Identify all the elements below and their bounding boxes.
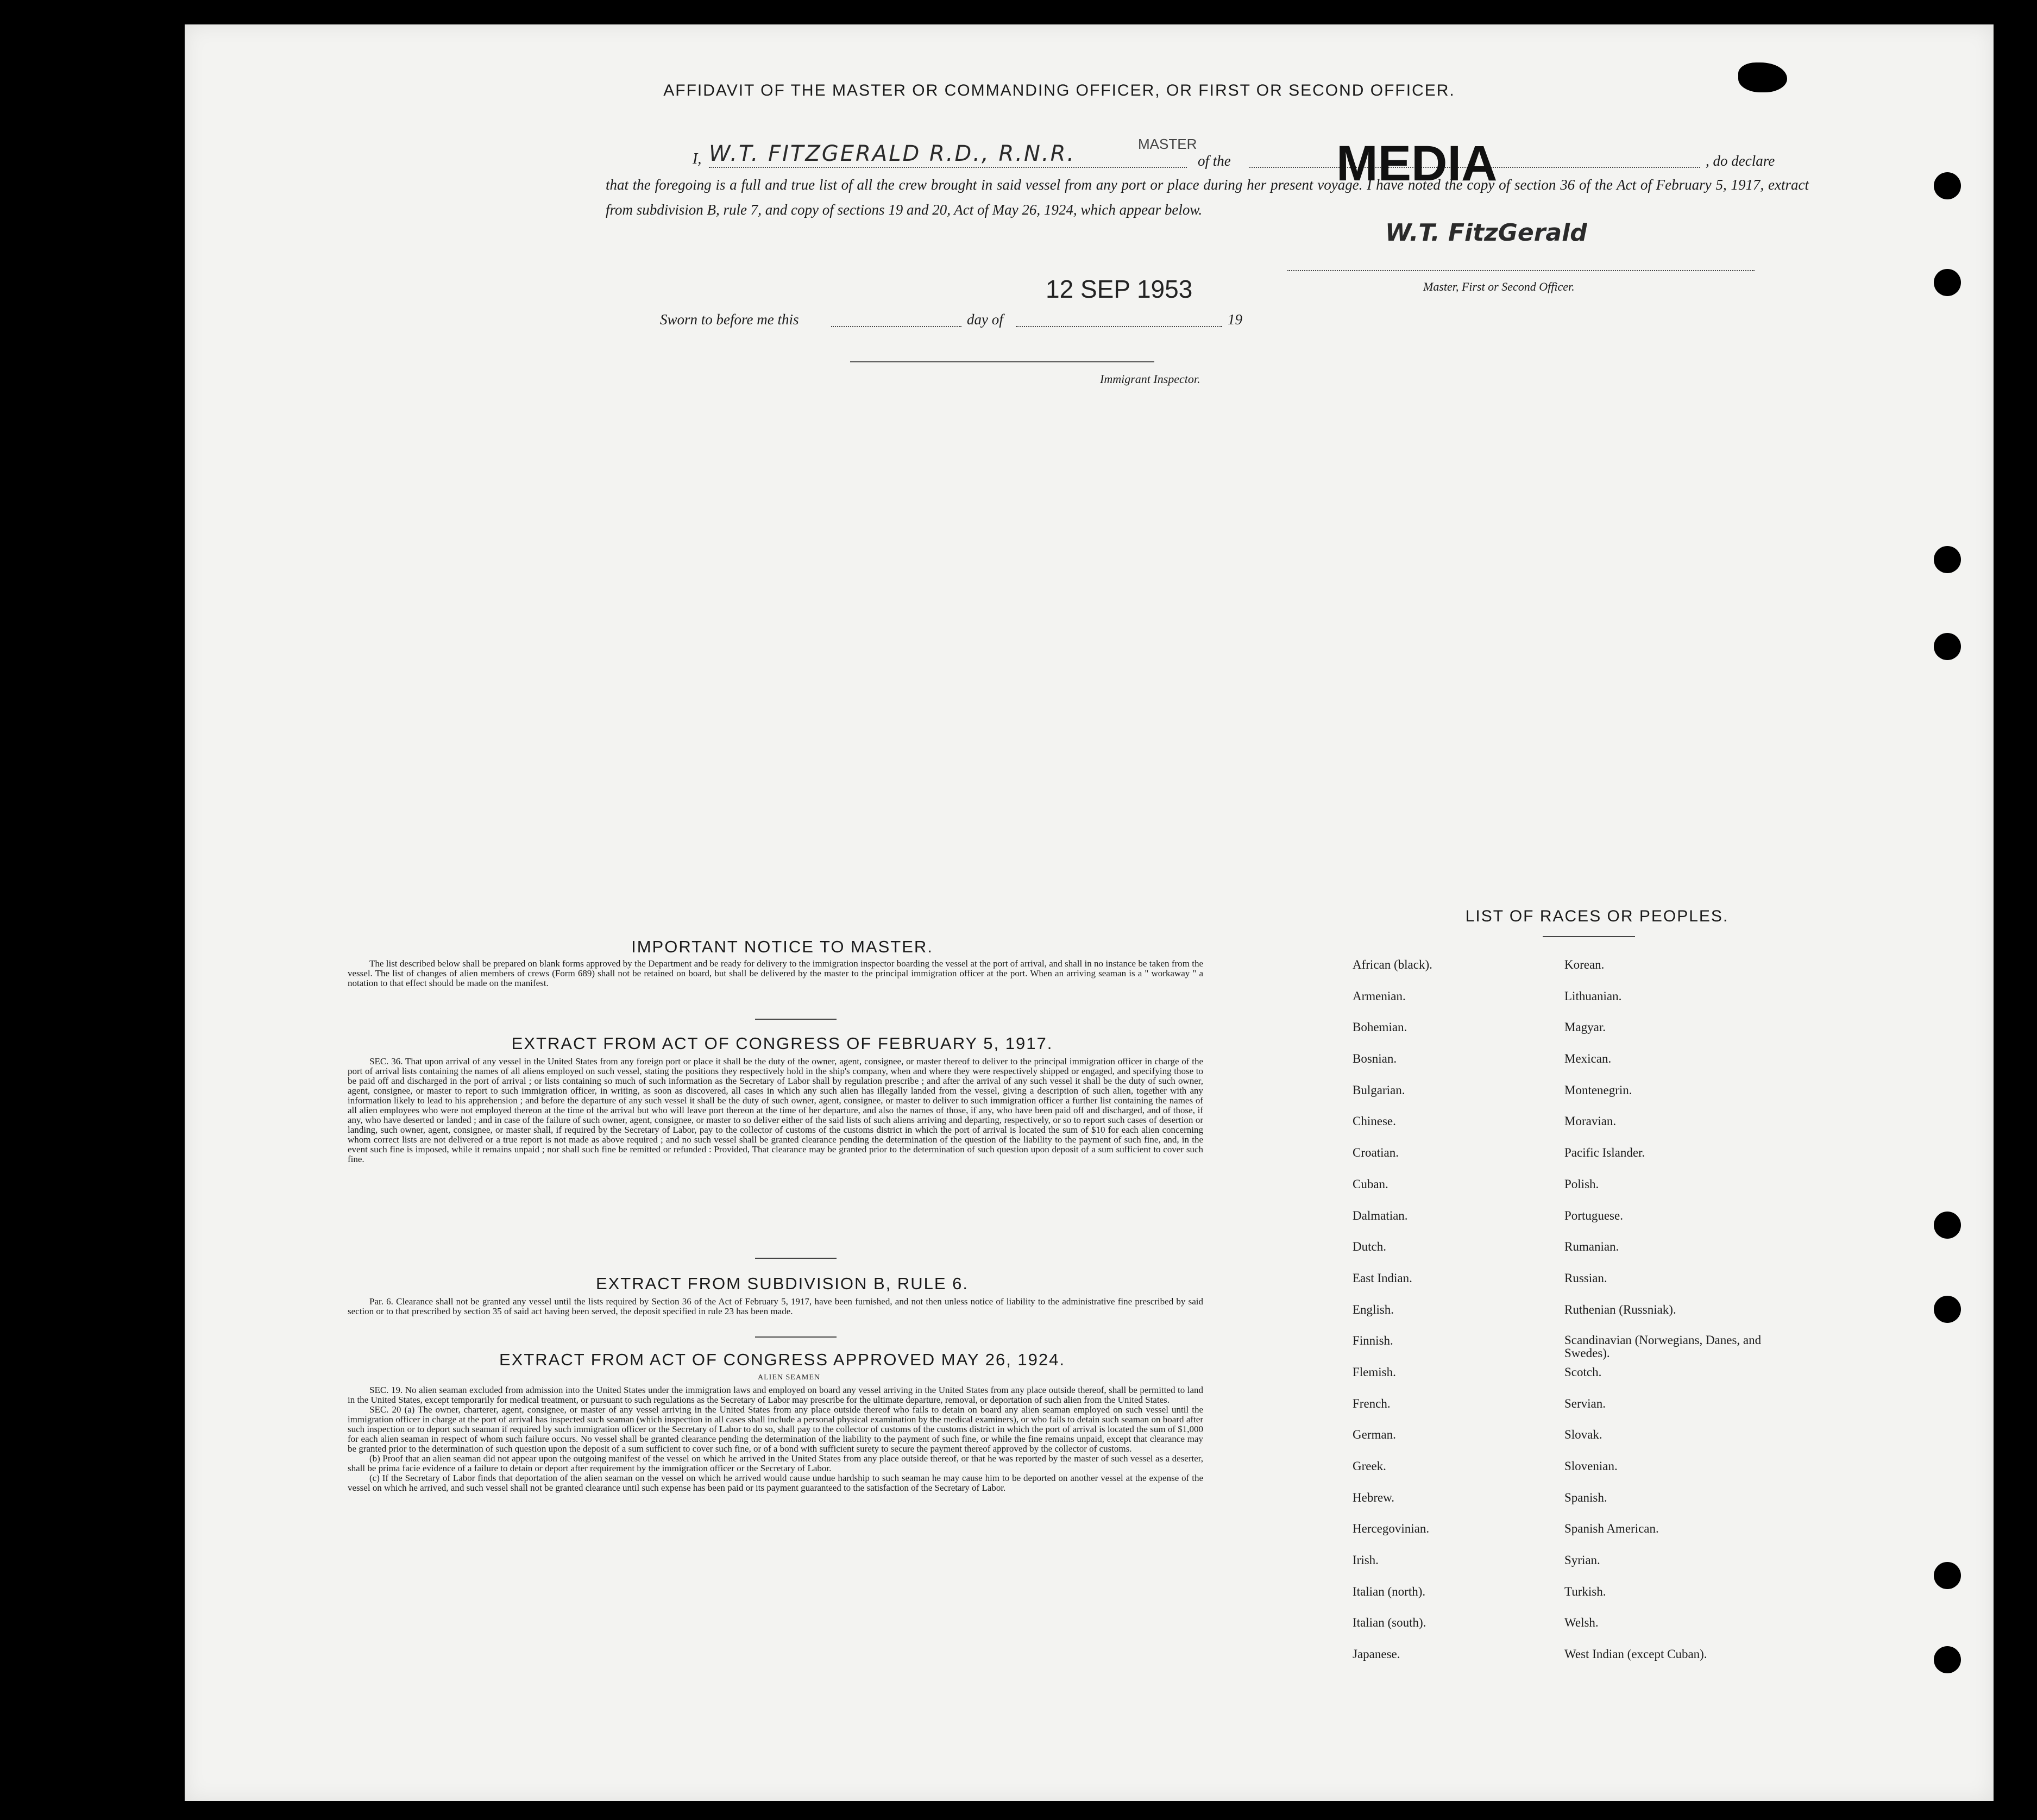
affidavit-title: AFFIDAVIT OF THE MASTER OR COMMANDING OFFICER, OR FIRST OR SECOND OFFICER.	[663, 81, 1455, 99]
sworn-day-label: day of	[967, 311, 1003, 328]
do-declare-label: , do declare	[1706, 153, 1775, 169]
race-item: Slovenian.	[1564, 1459, 1618, 1473]
sworn-date-stamp: 12 SEP 1953	[1046, 275, 1193, 303]
race-item: Dalmatian.	[1353, 1208, 1408, 1222]
divider	[755, 1258, 837, 1259]
notice-text: The list described below shall be prepared on blank forms approved by the Department and be ready for delivery to the immigration inspector boarding the vessel at the port of arrival, and shall in no instance be taken from the vessel. The list of changes of alien members of crews (Form 689) shall not be retained on board, but shall be delivered by the master to the principal immigration officer at the port. When an arriving seaman is a " workaway " a notation to that effect should be made on the manifest.	[348, 958, 1203, 988]
race-item: Magyar.	[1564, 1020, 1606, 1034]
notice-title: IMPORTANT NOTICE TO MASTER.	[631, 937, 933, 956]
race-item: Scandinavian (Norwegians, Danes, and Swedes).	[1564, 1333, 1762, 1360]
sec-20c-text: (c) If the Secretary of Labor finds that deportation of the alien seaman on the vessel on which he arrived would cause undue hardship to such seaman he may cause him to be deported on another vessel at the expense of the vessel on which he arrived, and such vessel shall not be granted clearance until such expense has been paid or its payment guaranteed to the satisfaction of the Secretary of Labor.	[348, 1473, 1203, 1493]
punch-hole	[1934, 269, 1961, 296]
race-item: Korean.	[1564, 958, 1605, 971]
sec-20a-text: SEC. 20 (a) The owner, charterer, agent, consignee, or master of any vessel arriving in the United States from any place outside thereof who fails to detain on board any alien seaman employed on such vessel until the immigration officer in charge at the port of arrival has inspected such seaman (which inspection in all cases shall include a personal physical examination by the medical examiners), or who fails to detain such seaman on board after such inspection or to deport such seaman if required by such immigration officer or the Secretary of Labor to do so, shall pay to the collector of customs of the customs district in which the port of arrival is located the sum of $1,000 for each alien seaman in respect of whom such failure occurs. No vessel shall be granted clearance pending the determination of the liability to the payment of such fine, or while the fine remains unpaid, except that clearance may be granted prior to the determination of such question upon the deposit of a sum sufficient to cover such fine, or of a bond with sufficient surety to secure the payment thereof approved by the collector of customs.	[348, 1404, 1203, 1454]
race-item: Armenian.	[1353, 989, 1406, 1003]
affidavit-body: that the foregoing is a full and true list of all the crew brought in said vessel from any port or place during her present voyage. I have noted the copy of section 36 of the Act of February 5, 1917, extract from subdivision B, rule 7, and copy of sections 19 and 20, Act of May 26, 1924, which appear below.	[606, 177, 1809, 218]
punch-hole	[1934, 546, 1961, 573]
extract-1924-body	[348, 1385, 1203, 1493]
race-item: Bosnian.	[1353, 1052, 1397, 1066]
signer-role: Master, First or Second Officer.	[1423, 280, 1575, 293]
of-the-label: of the	[1198, 153, 1231, 169]
race-item: Lithuanian.	[1564, 989, 1622, 1003]
race-item: Russian.	[1564, 1271, 1607, 1285]
race-item: French.	[1353, 1396, 1391, 1410]
punch-hole	[1934, 172, 1961, 199]
extract-1924-title: EXTRACT FROM ACT OF CONGRESS APPROVED MAY 26, 1924.	[499, 1350, 1066, 1369]
race-item: Mexican.	[1564, 1052, 1612, 1066]
sworn-prefix: Sworn to before me this	[660, 311, 799, 328]
punch-hole	[1934, 1296, 1961, 1323]
signature-line	[1287, 270, 1755, 271]
races-column-1	[1353, 958, 1559, 1679]
race-item: Welsh.	[1564, 1616, 1599, 1630]
race-item: East Indian.	[1353, 1271, 1412, 1285]
race-item: Hercegovinian.	[1353, 1522, 1430, 1536]
inspector-label: Immigrant Inspector.	[1100, 372, 1200, 386]
race-item: Chinese.	[1353, 1114, 1396, 1128]
race-item: Italian (north).	[1353, 1584, 1426, 1598]
race-item: Ruthenian (Russniak).	[1564, 1302, 1676, 1316]
i-label: I,	[693, 150, 702, 167]
alien-seamen-subtitle: ALIEN SEAMEN	[758, 1373, 821, 1382]
divider	[755, 1336, 837, 1338]
race-item: English.	[1353, 1302, 1394, 1316]
ink-blot	[1738, 62, 1787, 92]
sec-20b-text: (b) Proof that an alien seaman did not appear upon the outgoing manifest of the vessel on which he arrived in the United States from any place outside thereof, or that he was reported by the master of such vessel as a deserter, shall be prima facie evidence of a failure to detain or deport after requirement by the immigration officer or the Secretary of Labor.	[348, 1453, 1203, 1473]
race-item: Bulgarian.	[1353, 1083, 1405, 1097]
race-item: Moravian.	[1564, 1114, 1617, 1128]
extract-1917-title: EXTRACT FROM ACT OF CONGRESS OF FEBRUARY 5, 1917.	[511, 1034, 1053, 1053]
race-item: Servian.	[1564, 1396, 1606, 1410]
race-item: Spanish.	[1564, 1490, 1607, 1504]
race-item: African (black).	[1353, 958, 1432, 971]
race-item: German.	[1353, 1428, 1396, 1442]
subdivision-b-text: Par. 6. Clearance shall not be granted any vessel until the lists required by Section 36 of the Act of February 5, 1917, have been furnished, and not then unless notice of liability to the administrative fine prescribed by said section or to that prescribed by section 35 of said act having been served, the deposit specified in rule 23 has been made.	[348, 1296, 1203, 1316]
race-item: Japanese.	[1353, 1647, 1400, 1661]
races-column-2	[1564, 958, 1782, 1679]
race-item: Dutch.	[1353, 1240, 1386, 1254]
divider	[755, 1019, 837, 1020]
sworn-year-label: 19	[1228, 311, 1242, 328]
race-item: Flemish.	[1353, 1365, 1396, 1379]
race-item: Italian (south).	[1353, 1616, 1426, 1630]
race-item: Rumanian.	[1564, 1240, 1619, 1254]
punch-hole	[1934, 1212, 1961, 1239]
race-item: Turkish.	[1564, 1584, 1606, 1598]
race-item: Finnish.	[1353, 1334, 1393, 1348]
sec-19-text: SEC. 19. No alien seaman excluded from admission into the United States under the immigration laws and employed on board any vessel arriving in the United States from any place outside thereof, shall be permitted to land in the United States, except temporarily for medical treatment, or pursuant to such regulations as the Secretary of Labor may prescribe for the ultimate departure, removal, or deportation of such alien from the United States.	[348, 1385, 1203, 1405]
extract-1917-text: SEC. 36. That upon arrival of any vessel in the United States from any foreign port or place it shall be the duty of the owner, agent, consignee, or master thereof to deliver to the principal immigration officer in charge of the port of arrival lists containing the names of all aliens employed on such vessel, stating the positions they respectively hold in the ship's company, when and where they were respectively shipped or engaged, and specifying those to be paid off and discharged in the port of arrival ; or lists containing so much of such information as the Secretary of Labor shall by regulation prescribe ; and after the arrival of any such vessel it shall be the duty of such owner, agent, consignee, or master to report to such immigration officer, in writing, as soon as discovered, all cases in which any such alien has illegally landed from the vessel, giving a description of such alien, together with any information likely to lead to his apprehension ; and before the departure of any such vessel it shall be the duty of such owner, agent, consignee, or master to deliver to such immigration officer a further list containing the names of all alien employees who were not employed thereon at the time of the arrival but who will leave port thereon at the time of her departure, and also the names of those, if any, who have been paid off and discharged, and of those, if any, who have deserted or landed ; and in case of the failure of such owner, agent, consignee, or master to so deliver either of the said lists of such aliens arriving and departing, respectively, or so to report such cases of desertion or landing, such owner, agent, consignee, or master shall, if required by the Secretary of Labor, pay to the collector of customs of the customs district in which the port of arrival is located the sum of $10 for each alien concerning whom correct lists are not delivered or a true report is not made as above required ; and no such vessel shall be granted clearance pending the determination of the question of the liability to the payment of such fine, and, in the event such fine is imposed, while it remains unpaid ; nor shall such fine be remitted or refunded : Provided, That clearance may be granted prior to the determination of such question upon deposit of a sum sufficient to cover such fine.	[348, 1056, 1203, 1164]
race-item: Cuban.	[1353, 1177, 1388, 1191]
master-name-line	[709, 167, 1187, 168]
sworn-month-line	[1016, 326, 1222, 327]
race-item: Montenegrin.	[1564, 1083, 1632, 1097]
race-item: Syrian.	[1564, 1553, 1600, 1567]
race-item: Pacific Islander.	[1564, 1146, 1645, 1160]
divider	[1543, 936, 1635, 937]
race-item: Bohemian.	[1353, 1020, 1407, 1034]
document-page	[185, 24, 1994, 1801]
race-item: Spanish American.	[1564, 1522, 1659, 1536]
race-item: Polish.	[1564, 1177, 1599, 1191]
race-item: West Indian (except Cuban).	[1564, 1647, 1707, 1661]
punch-hole	[1934, 1562, 1961, 1589]
vessel-name-stamp: MEDIA	[1336, 136, 1498, 191]
races-title: LIST OF RACES OR PEOPLES.	[1465, 907, 1729, 925]
master-name: W.T. FITZGERALD R.D., R.N.R.	[709, 141, 1076, 166]
sworn-day-line	[831, 326, 961, 327]
punch-hole	[1934, 633, 1961, 660]
race-item: Scotch.	[1564, 1365, 1602, 1379]
punch-hole	[1934, 1646, 1961, 1673]
inspector-line	[850, 361, 1154, 362]
subdivision-b-title: EXTRACT FROM SUBDIVISION B, RULE 6.	[595, 1274, 969, 1293]
race-item: Hebrew.	[1353, 1490, 1395, 1504]
race-item: Croatian.	[1353, 1146, 1399, 1160]
rank-handwritten: MASTER	[1138, 136, 1197, 152]
master-signature: W.T. FitzGerald	[1385, 219, 1587, 247]
race-item: Portuguese.	[1564, 1208, 1623, 1222]
race-item: Greek.	[1353, 1459, 1386, 1473]
race-item: Slovak.	[1564, 1428, 1602, 1442]
race-item: Irish.	[1353, 1553, 1379, 1567]
